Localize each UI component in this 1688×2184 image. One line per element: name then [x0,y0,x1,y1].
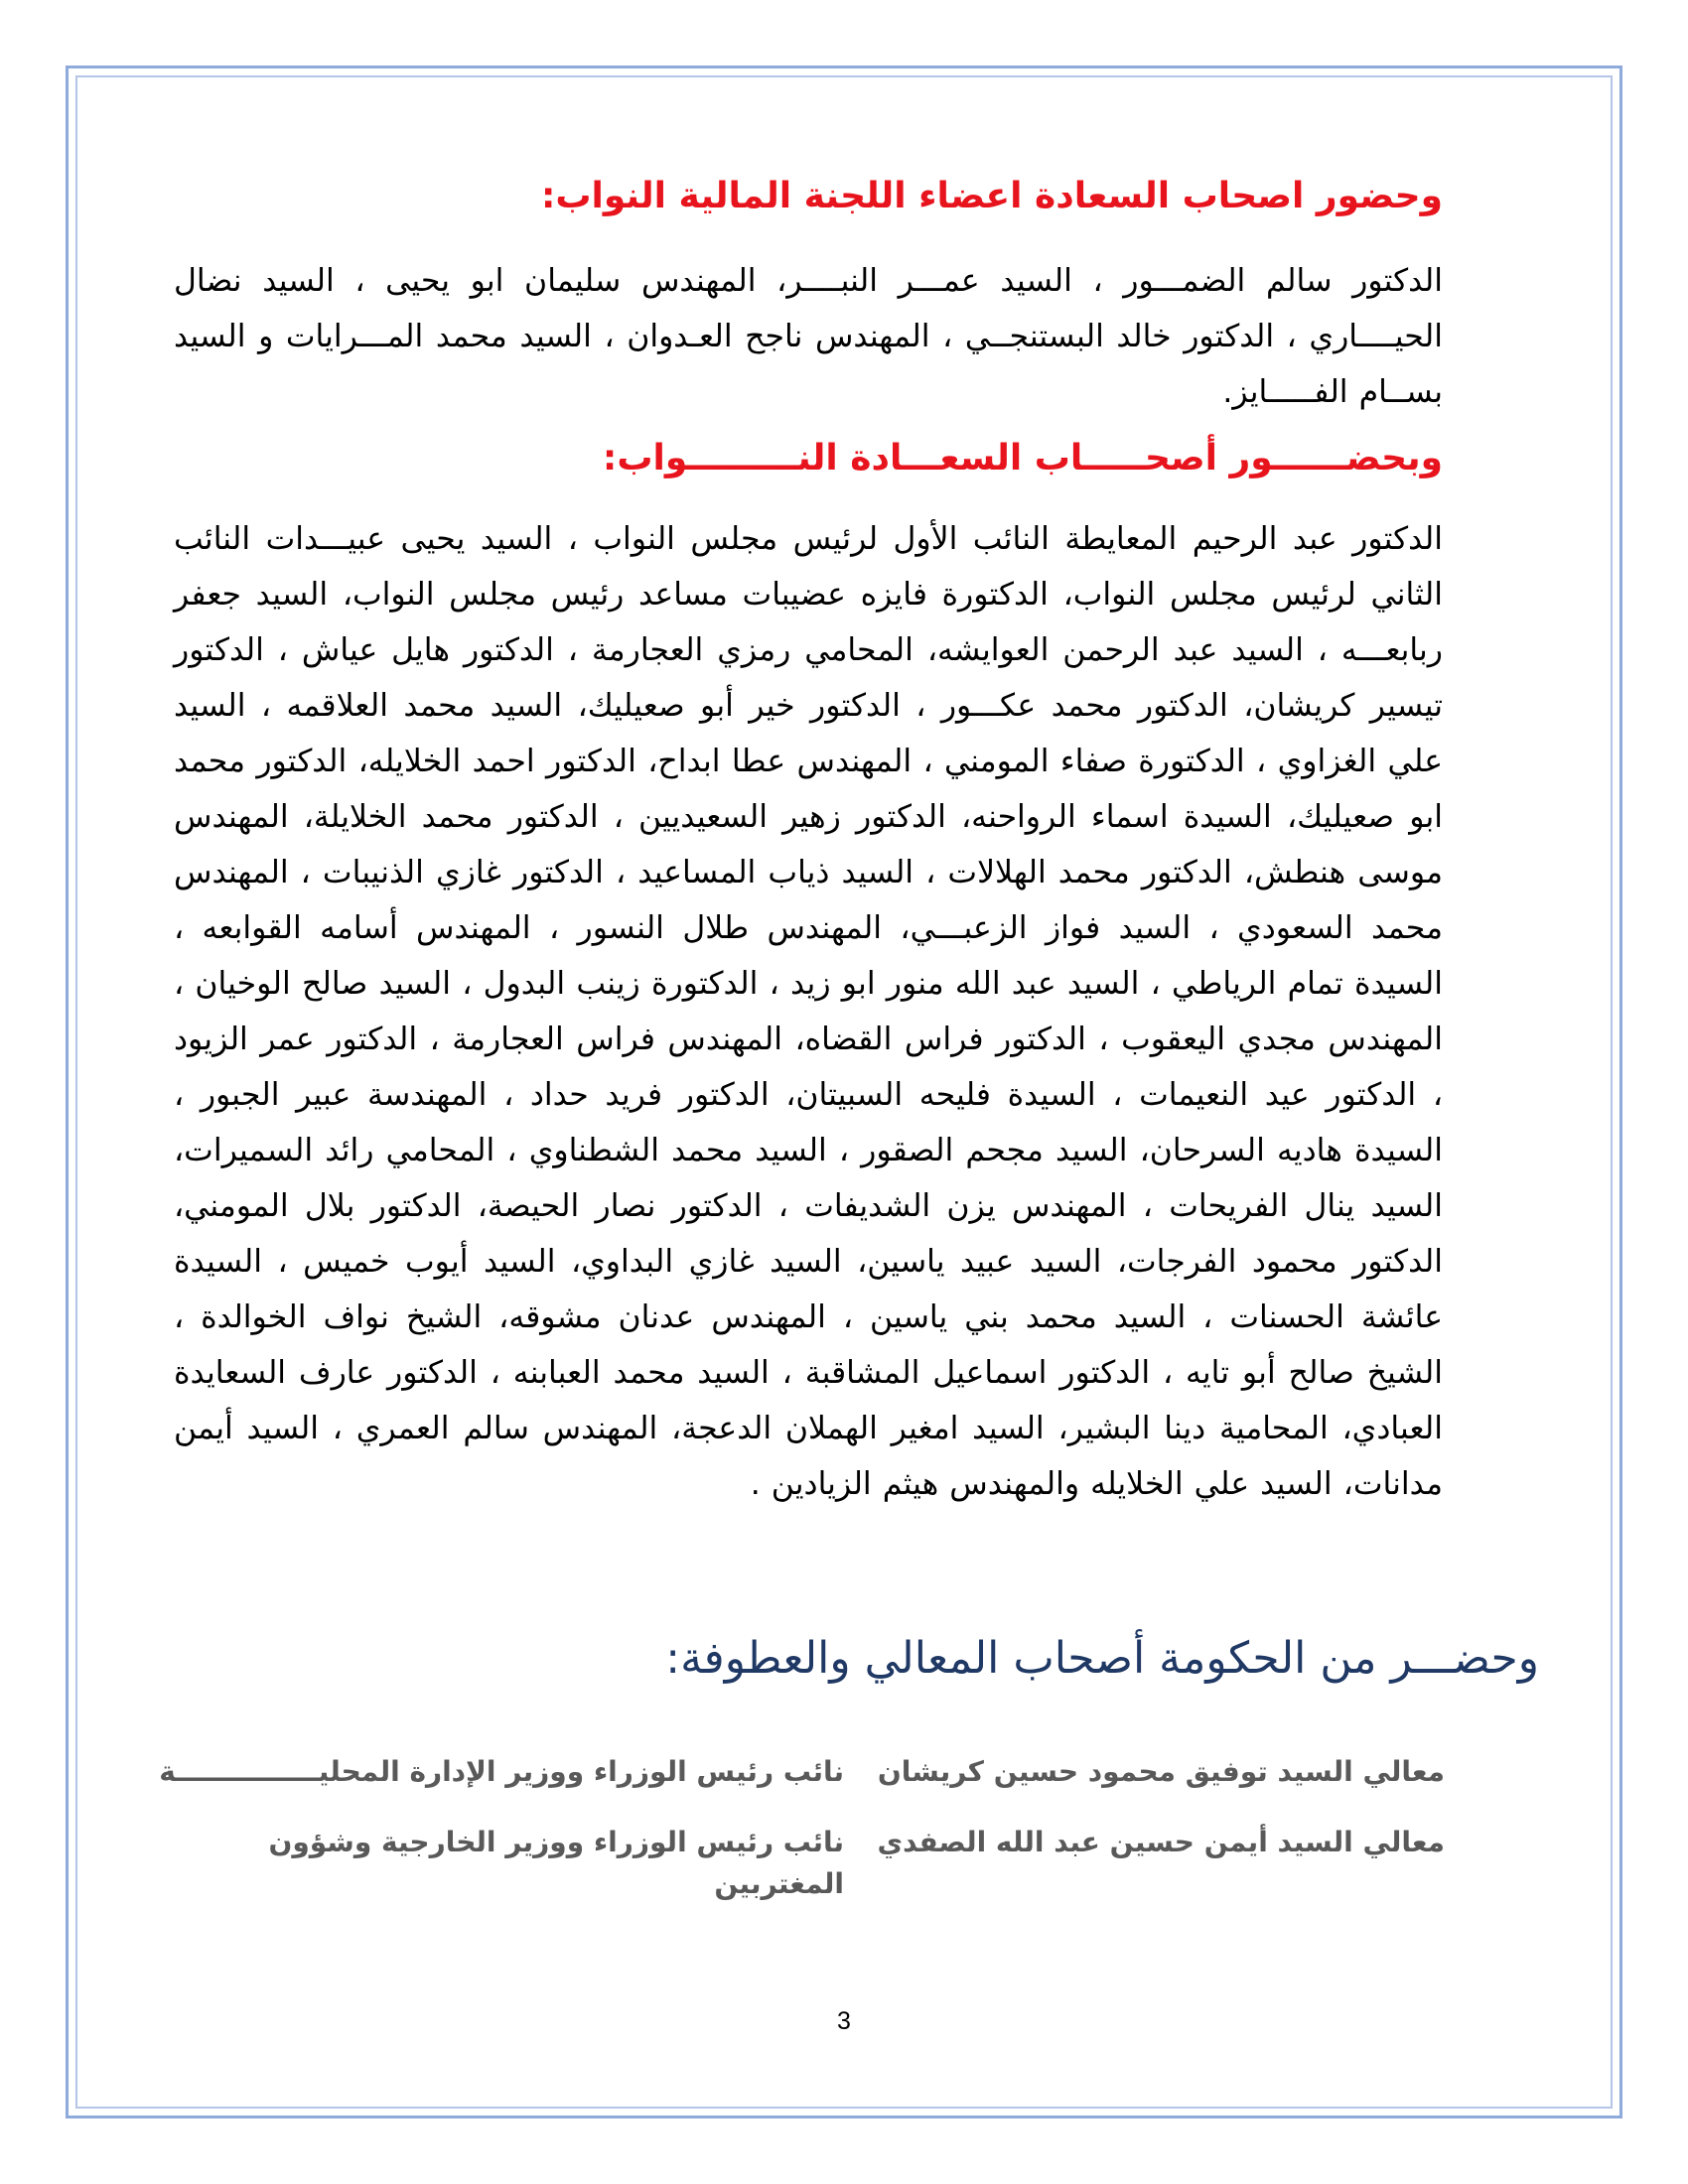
deputies-heading: وبحضــــــور أصحـــــاب السعـــادة النـــــــــواب: [602,438,1443,478]
finance-committee-members: الدكتور سالم الضمـــور ، السيد عمـــر النبــــر، المهندس سليمان ابو يحيى ، السيد نضال الحيــــاري ، الدكتور خالد البستنجــي ، المهندس ناجح العـدوان ، السيد محمد المـــرايات و السيد بســام الفـــــايز. [174,263,1443,410]
page-number: 3 [837,2007,851,2035]
government-heading: وحضـــر من الحكومة أصحاب المعالي والعطوفة: [665,1633,1539,1684]
minister-name: معالي السيد أيمن حسين عبد الله الصفدي [877,1826,1445,1858]
minister-title: نائب رئيس الوزراء ووزير الخارجية وشؤون المغتربين [268,1826,844,1900]
minister-title: نائب رئيس الوزراء ووزير الإدارة المحليـــــــــــــــة [159,1755,844,1788]
minister-row [159,1822,1445,1905]
minister-name: معالي السيد توفيق محمود حسين كريشان [877,1755,1445,1788]
deputies-members: الدكتور عبد الرحيم المعايطة النائب الأول لرئيس مجلس النواب ، السيد يحيى عبيـــدات النائب الثاني لرئيس مجلس النواب، الدكتورة فايزه عضيبات مساعد رئيس مجلس النواب، السيد جعفر ربابعـــه ، السيد عبد الرحمن العوايشه، المحامي رمزي العجارمة ، الدكتور هايل عياش ، الدكتور تيسير كريشان، الدكتور محمد عكـــور ، الدكتور خير أبو صعيليك، السيد محمد العلاقمه ، السيد علي الغزاوي ، الدكتورة صفاء المومني ، المهندس عطا ابداح، الدكتور احمد الخلايله، الدكتور محمد ابو صعيليك، السيدة اسماء الرواحنه، الدكتور زهير السعيديين ، الدكتور محمد الخلايلة، المهندس موسى هنطش، الدكتور محمد الهلالات ، السيد ذياب المساعيد ، الدكتور غازي الذنيبات ، المهندس محمد السعودي ، السيد فواز الزعبـــي، المهندس طلال النسور ، المهندس أسامه القوابعه ، السيدة تمام الرياطي ، السيد عبد الله منور ابو زيد ، الدكتورة زينب البدول ، السيد صالح الوخيان ، المهندس مجدي اليعقوب ، الدكتور فراس القضاه، المهندس فراس العجارمة ، الدكتور عمر الزيود ، الدكتور عيد النعيمات ، السيدة فليحه السبيتان، الدكتور فريد حداد ، المهندسة عبير الجبور ، السيدة هاديه السرحان، السيد مجحم الصقور ، السيد محمد الشطناوي ، المحامي رائد السميرات، السيد ينال الفريحات ، المهندس يزن الشديفات ، الدكتور نصار الحيصة، الدكتور بلال المومني، الدكتور محمود الفرجات، السيد عبيد ياسين، السيد غازي البداوي، السيد أيوب خميس ، السيدة عائشة الحسنات ، السيد محمد بني ياسين ، المهندس عدنان مشوقه، الشيخ نواف الخوالدة ، الشيخ صالح أبو تايه ، الدكتور اسماعيل المشاقبة ، السيد محمد العبابنه ، الدكتور عارف السعايدة العبادي، المحامية دينا البشير، السيد امغير الهملان الدعجة، المهندس سالم العمري ، السيد أيمن مدانات، السيد علي الخلايله والمهندس هيثم الزيادين . [174,521,1443,1502]
minister-row [159,1751,1445,1793]
finance-committee-heading: وحضور اصحاب السعادة اعضاء اللجنة المالية النواب: [540,176,1443,216]
